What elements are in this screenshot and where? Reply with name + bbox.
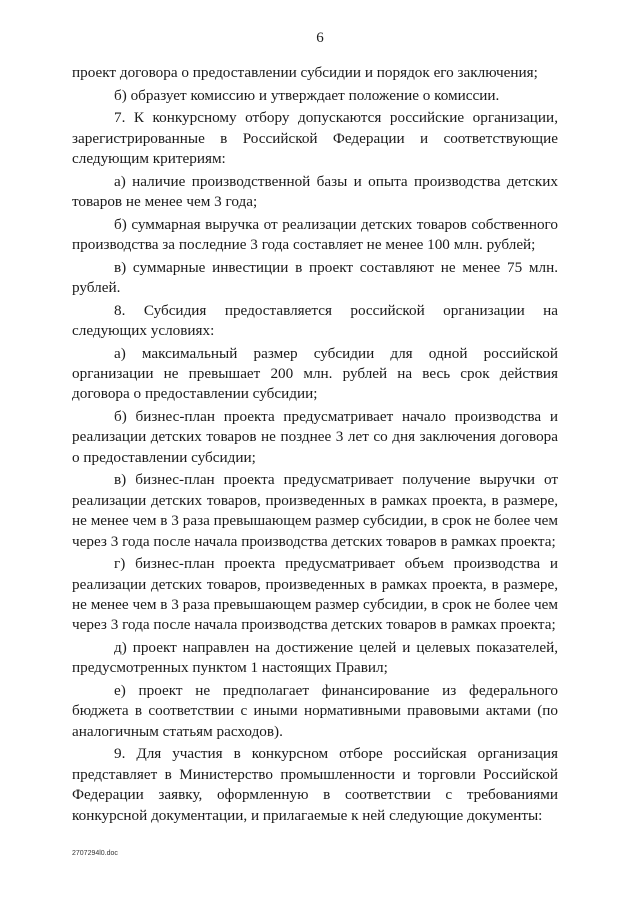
paragraph-contract-draft: проект договора о предоставлении субсидии и порядок его заключения;	[72, 64, 538, 81]
paragraph-condition-f: е) проект не предполагает финансирование из федерального бюджета в соответствии с иными нормативными правовыми актами (по аналогичным статьям расходов).	[72, 682, 558, 740]
paragraph-commission: б) образует комиссию и утверждает положение о комиссии.	[114, 86, 500, 104]
document-body	[72, 63, 558, 828]
paragraph-section-9: 9. Для участия в конкурсном отборе российская организация представляет в Министерство промышленности и торговли Российской Федерации заявку, оформленную в соответствии с требованиями конкурсной документации, и прилагаемые к ней следующие документы:	[72, 745, 558, 824]
paragraph-criterion-c: в) суммарные инвестиции в проект составляют не менее 75 млн. рублей.	[72, 258, 558, 296]
paragraph-condition-c: в) бизнес-план проекта предусматривает получение выручки от реализации детских товаров, произведенных в рамках проекта, в размере, не менее чем в 3 раза превышающем размер субсидии, в срок не более чем через 3 года после начала производства детских товаров в рамках проекта;	[72, 471, 558, 550]
paragraph-criterion-a: а) наличие производственной базы и опыта производства детских товаров не менее чем 3 года;	[72, 172, 558, 210]
paragraph-condition-d: г) бизнес-план проекта предусматривает объем производства и реализации детских товаров, произведенных в рамках проекта, в размере, не менее чем в 3 раза превышающем размер субсидии, в срок не более чем через 3 года после начала производства детских товаров в рамках проекта;	[72, 555, 558, 634]
paragraph-condition-b: б) бизнес-план проекта предусматривает начало производства и реализации детских товаров не позднее 3 лет со дня заключения договора о предоставлении субсидии;	[72, 408, 558, 466]
paragraph-section-7: 7. К конкурсному отбору допускаются российские организации, зарегистрированные в Российской Федерации и соответствующие следующим критериям:	[72, 109, 558, 167]
page-number: 6	[316, 30, 324, 46]
footer-file-code: 2707294l0.doc	[72, 850, 118, 857]
paragraph-section-8: 8. Субсидия предоставляется российской организации на следующих условиях:	[72, 301, 558, 339]
paragraph-condition-e: д) проект направлен на достижение целей и целевых показателей, предусмотренных пунктом 1 настоящих Правил;	[72, 639, 558, 677]
paragraph-criterion-b: б) суммарная выручка от реализации детских товаров собственного производства за последние 3 года составляет не менее 100 млн. рублей;	[72, 215, 558, 253]
paragraph-condition-a: а) максимальный размер субсидии для одной российской организации не превышает 200 млн. рублей на весь срок действия договора о предоставлении субсидии;	[72, 344, 558, 403]
